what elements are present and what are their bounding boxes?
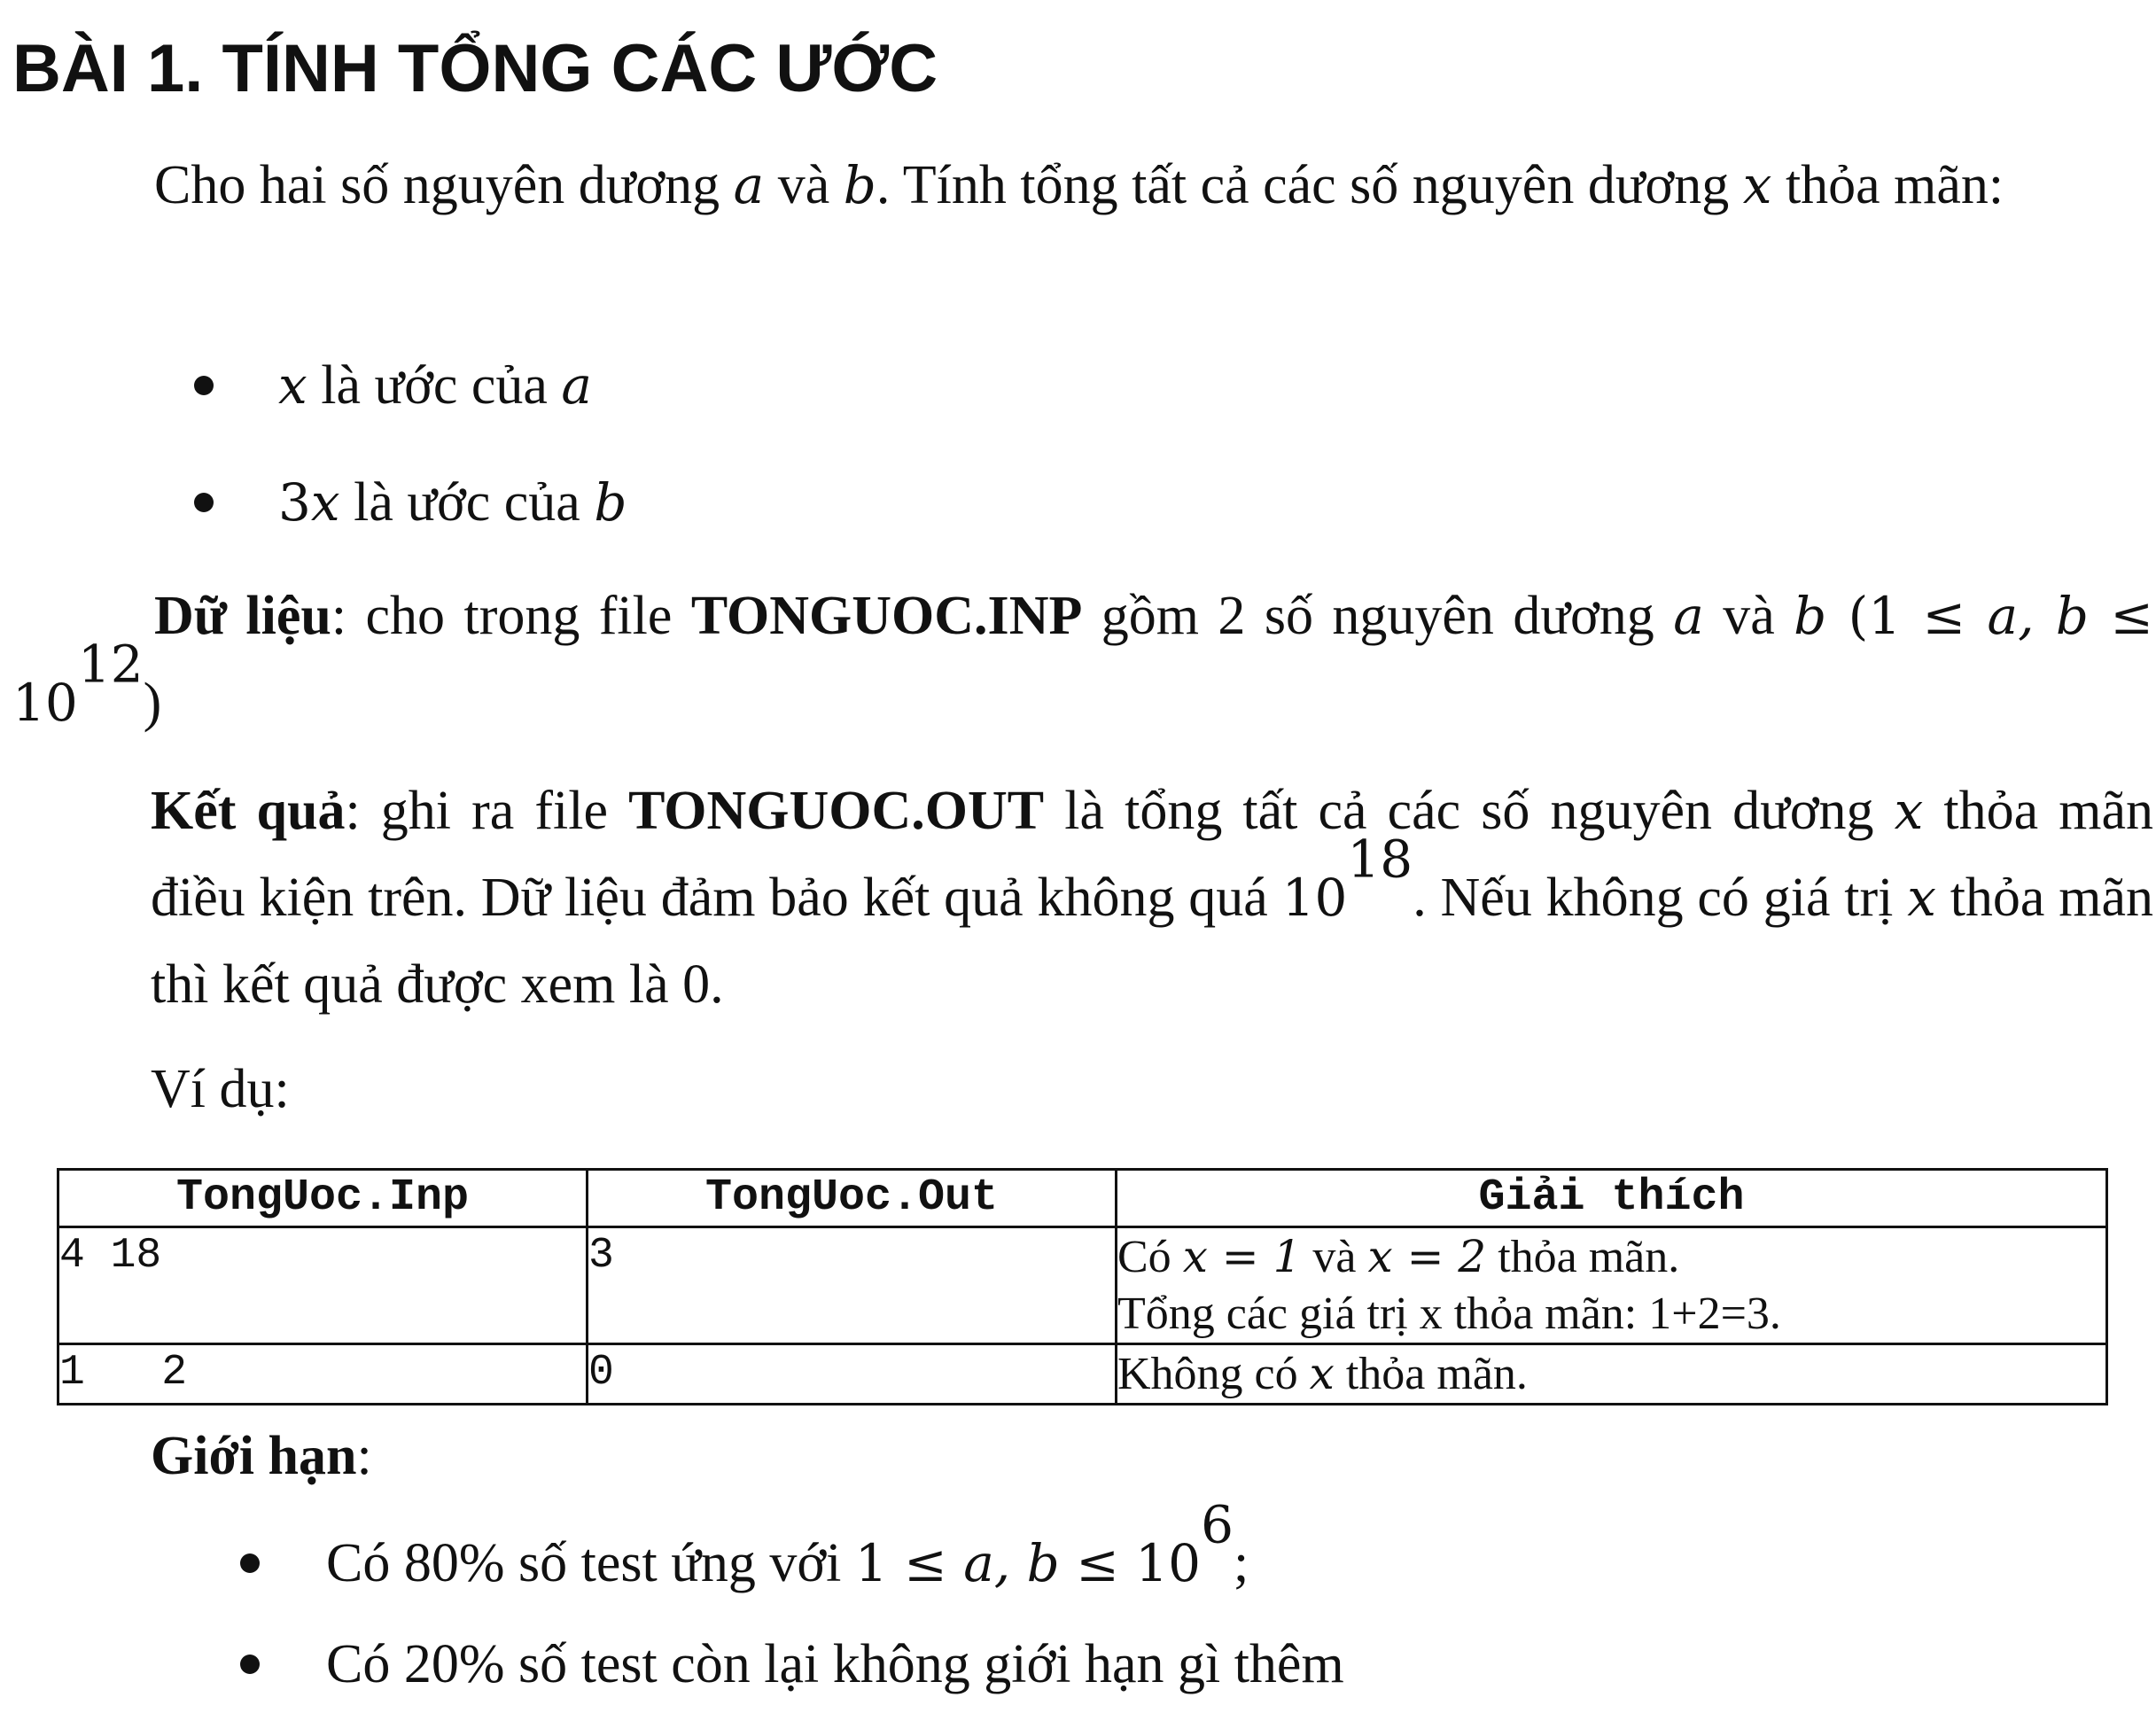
row1-eq2: x = 2: [1367, 1231, 1487, 1282]
input-filename: TONGUOC.INP: [690, 586, 1083, 646]
cond2-var: x: [310, 472, 340, 533]
output-var-x: x: [1894, 781, 1924, 841]
example-label: Ví dụ:: [151, 1059, 290, 1119]
row2-explanation: [1117, 1344, 2107, 1405]
header-explanation: Giải thích: [1117, 1170, 2107, 1227]
input-paragraph: [12, 572, 2153, 746]
cond2-coef: 3: [278, 472, 311, 533]
output-text-5: thỏa mãn thì kết quả được xem là 0.: [151, 868, 2153, 1015]
row2-expl-var: x: [1309, 1348, 1335, 1399]
row2-output: 0: [588, 1344, 1117, 1405]
limits-colon: :: [356, 1426, 372, 1486]
row1-expl-text-a: Có: [1117, 1232, 1183, 1282]
limit1-math-vars: a, b: [963, 1533, 1060, 1593]
row2-input: 1 2: [58, 1344, 588, 1405]
limit-item-2: [326, 1624, 1344, 1704]
bullet-icon: [240, 1655, 260, 1674]
var-a: a: [733, 155, 765, 215]
bullet-icon: [240, 1553, 260, 1573]
limit-item-1: [326, 1494, 1249, 1603]
bullet-icon: [194, 493, 214, 512]
var-x: x: [1742, 155, 1772, 215]
var-b: b: [843, 155, 876, 215]
table-row: [58, 1344, 2107, 1405]
output-text-3: thỏa mãn điều kiện trên. Dữ liệu đảm bảo kết quả không quá: [151, 781, 2153, 928]
row1-output: 3: [588, 1227, 1117, 1344]
output-filename: TONGUOC.OUT: [628, 781, 1045, 841]
constraint-close: ): [143, 673, 162, 733]
constraint-le: ≤ 10: [12, 586, 2154, 733]
limit1-math-le: ≤ 10: [1059, 1533, 1202, 1593]
constraint-open: (1 ≤: [1826, 586, 1988, 646]
input-text-2: gồm 2 số nguyên dương: [1082, 586, 1674, 646]
output-paragraph: [151, 767, 2153, 1028]
example-table: [57, 1168, 2108, 1405]
condition-item-2: [278, 463, 627, 542]
row1-expl-line2: Tổng các giá trị x thỏa mãn: 1+2=3.: [1117, 1289, 1781, 1339]
limits-heading: [151, 1413, 372, 1499]
limits-label: Giới hạn: [151, 1426, 357, 1486]
cond1-text: là ước của: [307, 355, 562, 416]
input-text-3: và: [1703, 586, 1794, 646]
table-row: [58, 1227, 2107, 1344]
condition-item-1: [278, 346, 592, 425]
input-var-a: a: [1673, 586, 1704, 646]
constraint-vars: a, b: [1987, 586, 2090, 646]
output-bound-exponent: 18: [1347, 829, 1413, 890]
cond2-text: là ước của: [339, 472, 595, 533]
row1-input: 4 18: [58, 1227, 588, 1344]
row1-eq1: x = 1: [1182, 1231, 1302, 1282]
input-var-b: b: [1794, 586, 1827, 646]
input-label: Dữ liệu: [154, 586, 331, 646]
table-header-row: [58, 1170, 2107, 1227]
output-bound-base: 10: [1281, 868, 1348, 928]
bullet-icon: [194, 376, 214, 395]
row1-expl-line1: [1117, 1228, 2105, 1286]
row1-explanation: [1117, 1227, 2107, 1344]
output-text-2: là tổng tất cả các số nguyên dương: [1044, 781, 1895, 841]
limit2-text: Có 20% số test còn lại không giới hạn gì thêm: [326, 1634, 1344, 1694]
output-text-4: . Nếu không có giá trị: [1413, 868, 1908, 928]
intro-text-2: và: [764, 155, 844, 215]
header-input: TongUoc.Inp: [58, 1170, 588, 1227]
limit1-text-2: ;: [1234, 1533, 1249, 1593]
cond2-target: b: [594, 472, 627, 533]
output-var-x-2: x: [1907, 868, 1936, 928]
cond1-target: a: [561, 355, 593, 416]
input-text-1: : cho trong file: [331, 586, 691, 646]
intro-text-1: Cho hai số nguyên dương: [154, 155, 734, 215]
header-output: TongUoc.Out: [588, 1170, 1117, 1227]
intro-text-3: . Tính tổng tất cả các số nguyên dương: [876, 155, 1743, 215]
row2-expl-text-b: thỏa mãn.: [1334, 1349, 1528, 1399]
output-text-1: : ghi ra file: [345, 781, 629, 841]
row2-expl-text-a: Không có: [1117, 1349, 1310, 1399]
output-label: Kết quả: [151, 781, 346, 841]
intro-paragraph: [12, 142, 2153, 229]
problem-title: BÀI 1. TÍNH TỔNG CÁC ƯỚC: [12, 31, 938, 106]
limit1-text-1: Có 80% số test ứng với: [326, 1533, 855, 1593]
row1-expl-text-c: thỏa mãn.: [1486, 1232, 1680, 1282]
constraint-exponent: 12: [77, 634, 144, 695]
limit1-exponent: 6: [1201, 1494, 1234, 1555]
cond1-var: x: [278, 355, 307, 416]
intro-text-4: thỏa mãn:: [1771, 155, 2004, 215]
row1-expl-text-b: và: [1301, 1232, 1368, 1282]
limit1-math-start: 1 ≤: [854, 1533, 964, 1593]
